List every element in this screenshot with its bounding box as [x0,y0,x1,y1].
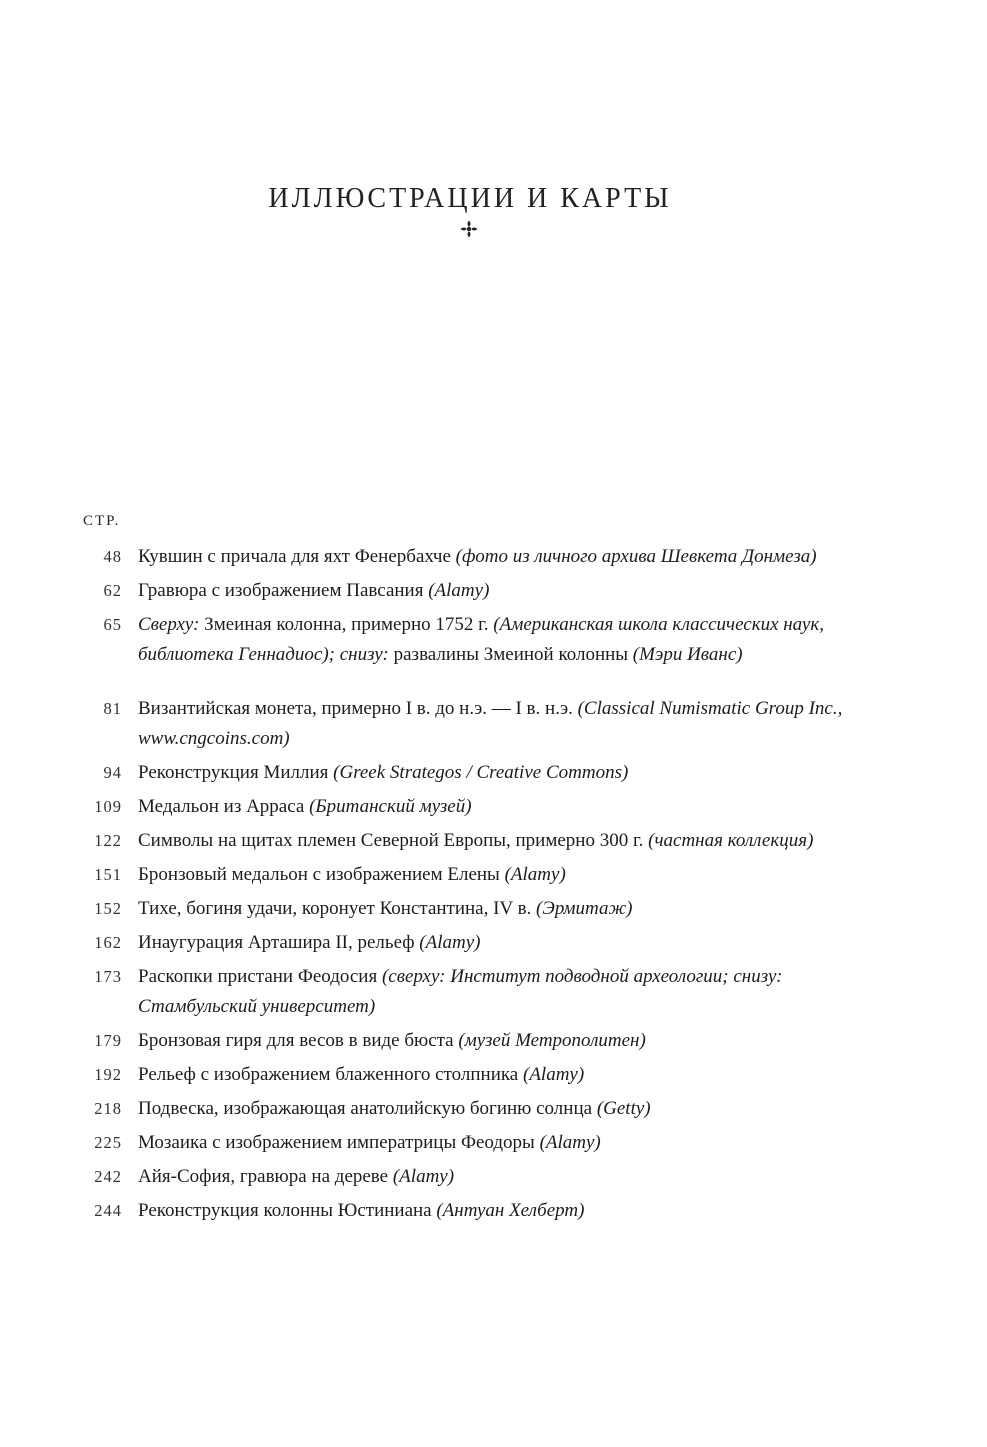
list-item [0,962,987,1022]
caption-text: Тихе, богиня удачи, коронует Константина, IV в. [138,898,537,919]
entry-caption [138,962,864,1022]
fleuron-ornament-icon [459,219,479,239]
page-number: 94 [103,763,122,782]
page-number: 225 [94,1133,122,1152]
caption-text: Реконструкция Миллия [138,762,334,783]
page-number: 151 [94,865,122,884]
page-number: 192 [94,1065,122,1084]
caption-text: Змеиная колонна, примерно 1752 г. [199,614,494,635]
entry-caption [138,1196,864,1226]
entry-caption [138,576,864,606]
caption-text: Подвеска, изображающая анатолийскую богиню солнца [138,1098,597,1119]
caption-text: Кувшин с причала для яхт Фенербахче [138,546,456,567]
caption-credit: (музей Метрополитен) [458,1030,646,1051]
caption-credit: Сверху: [138,614,200,635]
page-number: 162 [94,933,122,952]
entry-caption [138,694,864,754]
entry-caption [138,826,864,856]
caption-text: развалины Змеиной колонны [388,644,633,665]
list-item [0,610,987,670]
entry-caption [138,610,864,670]
entry-caption [138,894,864,924]
caption-text: Бронзовая гиря для весов в виде бюста [138,1030,459,1051]
illustrations-list [0,542,987,1230]
caption-text: Византийская монета, примерно I в. до н.э. — I в. н.э. [138,698,578,719]
caption-text: Символы на щитах племен Северной Европы, примерно 300 г. [138,830,649,851]
list-item [0,758,987,788]
list-item [0,928,987,958]
page-number: 81 [103,699,122,718]
caption-text: Инаугурация Арташира II, рельеф [138,932,420,953]
caption-text: Рельеф с изображением блаженного столпника [138,1064,523,1085]
list-item [0,826,987,856]
caption-credit: (Alamy) [428,580,490,601]
caption-credit: (Alamy) [419,932,481,953]
page-number: 122 [94,831,122,850]
page-number: 65 [103,615,122,634]
entry-caption [138,1162,864,1192]
caption-credit: (частная коллекция) [648,830,814,851]
caption-credit: (Британский музей) [309,796,472,817]
caption-text: Мозаика с изображением императрицы Феодоры [138,1132,540,1153]
list-item [0,1128,987,1158]
caption-text: Гравюра с изображением Павсания [138,580,429,601]
caption-text: Реконструкция колонны Юстиниана [138,1200,437,1221]
entry-caption [138,792,864,822]
list-item [0,1196,987,1226]
entry-caption [138,860,864,890]
entry-caption [138,1128,864,1158]
caption-text: Раскопки пристани Феодосия [138,966,382,987]
page-column-label: СТР. [83,513,121,529]
caption-credit: (Classical Numismatic Group Inc., www.cngcoins.com) [138,698,843,749]
page-title: ИЛЛЮСТРАЦИИ И КАРТЫ [268,182,672,214]
entry-caption [138,928,864,958]
page-number: 152 [94,899,122,918]
list-item [0,1162,987,1192]
caption-credit: (Антуан Хелберт) [436,1200,585,1221]
caption-credit: (Alamy) [539,1132,601,1153]
caption-text: Медальон из Арраса [138,796,310,817]
list-item [0,1060,987,1090]
caption-text: Айя-София, гравюра на дереве [138,1166,393,1187]
caption-credit: (Эрмитаж) [536,898,633,919]
page-number: 48 [103,547,122,566]
entry-caption [138,542,864,572]
page-number: 244 [94,1201,122,1220]
entry-caption [138,1026,864,1056]
entry-caption [138,1060,864,1090]
caption-credit: (Greek Strategos / Creative Commons) [333,762,629,783]
page-number: 242 [94,1167,122,1186]
caption-credit: (Getty) [596,1098,651,1119]
entry-caption [138,758,864,788]
caption-credit: (Alamy) [392,1166,455,1187]
list-item [0,860,987,890]
caption-credit: (фото из личного архива Шевкета Донмеза) [455,546,817,567]
caption-credit: (Alamy) [504,864,566,885]
list-item [0,1026,987,1056]
entry-caption [138,1094,864,1124]
caption-credit: (Американская школа классических наук, библиотека Геннадиос); снизу: [138,614,825,665]
page-number: 218 [94,1099,122,1118]
list-item [0,576,987,606]
caption-credit: (Мэри Иванс) [632,644,743,665]
page-number: 179 [94,1031,122,1050]
caption-text: Бронзовый медальон с изображением Елены [138,864,505,885]
list-item [0,792,987,822]
list-item [0,694,987,754]
caption-credit: (Alamy) [523,1064,585,1085]
list-item [0,894,987,924]
page-number: 62 [103,581,122,600]
list-item [0,1094,987,1124]
page-number: 173 [94,967,122,986]
list-item [0,542,987,572]
page-number: 109 [94,797,122,816]
caption-credit: (сверху: Институт подводной археологии; снизу: Стамбульский университет) [138,966,783,1017]
